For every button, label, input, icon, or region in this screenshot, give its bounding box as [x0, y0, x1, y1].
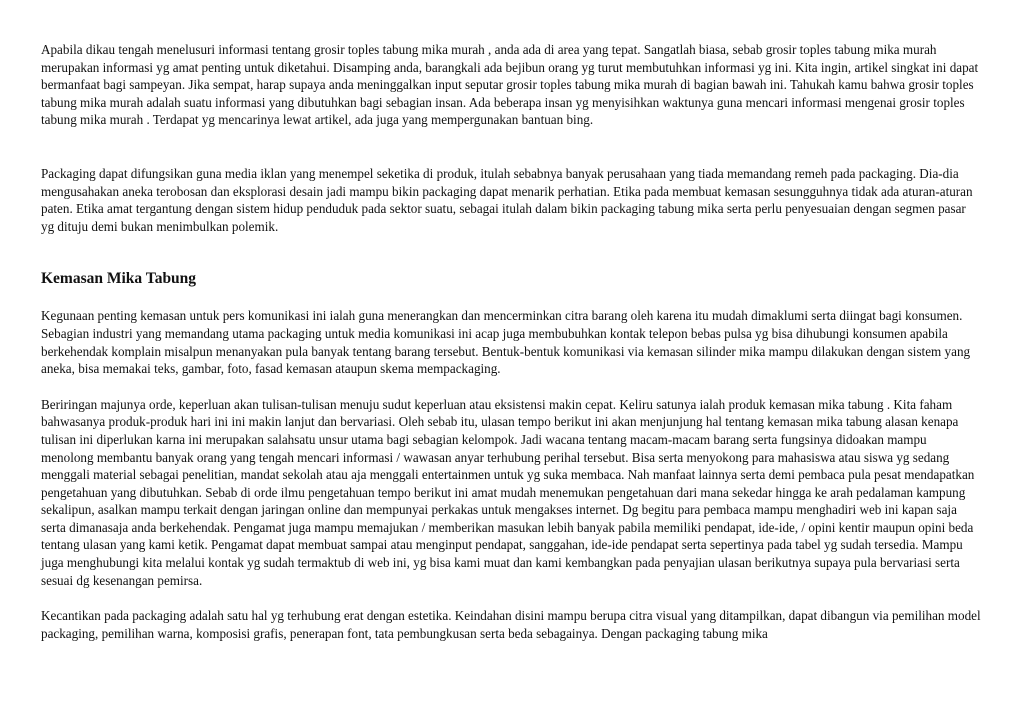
spacer [41, 378, 981, 396]
beriringan-paragraph: Beriringan majunya orde, keperluan akan tulisan-tulisan menuju sudut keperluan atau eksistensi makin cepat. Keliru satunya ialah produk kemasan mika tabung . Kita faham bahwasanya produk-produk hari ini ini makin lanjut dan bervariasi. Oleh sebab itu, ulasan tempo berikut ini akan menjunjung hal tentang kemasan mika tabung alasan kenapa tulisan ini diperlukan karna ini merupakan salahsatu unsur utama bagi sebagian kelompok. Jadi wacana tentang macam-macam barang serta fungsinya didoakan mampu menolong membantu banyak orang yang tengah mencari informasi / wawasan anyar terhubung perihal tersebut. Bisa serta menyokong para mahasiswa atau siswa yg sedang menggali material sebagai penelitian, mandat sekolah atau aja menggali entertainmen untuk yg suka membaca. Nah manfaat lainnya serta demi pembaca pula pesat mendapatkan pengetahuan yang dibutuhkan. Sebab di orde ilmu pengetahuan tempo berikut ini amat mudah menemukan pengetahuan dari mana sekedar hingga ke arah pedalaman kampung sekalipun, asalkan mampu terkait dengan jaringan online dan mempunyai perkakas untuk mengakses internet. Dg begitu para pembaca mampu menghadiri web ini kapan saja serta dimanasaja anda berkehendak. Pengamat juga mampu memajukan / memberikan masukan lebih banyak pabila memiliki pendapat, ide-ide, / opini kentir maupun opini beda tentang ulasan yang kami ketik. Pengamat dapat membuat sampai atau menginput pendapat, sanggahan, ide-ide pendapat serta sepertinya pada tabel yg sudah tersedia. Mampu juga menghubungi kita melalui kontak yg sudah termaktub di web ini, yg bisa kami muat dan kami kembangkan pada penyajian ulasan berikutnya supaya pula bervariasi serta sesuai dg kesenangan pemirsa. [41, 396, 975, 588]
document-page [41, 41, 981, 642]
spacer [41, 289, 981, 307]
spacer [41, 589, 981, 607]
section-heading: Kemasan Mika Tabung [41, 270, 197, 288]
packaging-paragraph: Packaging dapat difungsikan guna media iklan yang menempel seketika di produk, itulah sebabnya banyak perusahaan yang tiada memandang remeh pada packaging. Dia-dia mengusahakan aneka terobosan dan eksplorasi desain jadi mampu bikin packaging dapat menarik perhatian. Etika pada membuat kemasan sesungguhnya tidak ada aturan-aturan paten. Etika amat tergantung dengan sistem hidup penduduk pada sektor suatu, sebagai itulah dalam bikin packaging tabung mika serta perlu penyesuaian dengan segmen pasar yg dituju demi bukan menimbulkan polemik. [41, 165, 973, 234]
kecantikan-paragraph: Kecantikan pada packaging adalah satu hal yg terhubung erat dengan estetika. Keindahan disini mampu berupa citra visual yang ditampilkan, dapat dibangun via pemilihan model packaging, pemilihan warna, komposisi grafis, penerapan font, tata pembungkusan serta beda sebagainya. Dengan packaging tabung mika [41, 608, 981, 641]
spacer [41, 235, 981, 269]
intro-paragraph: Apabila dikau tengah menelusuri informasi tentang grosir toples tabung mika murah , anda ada di area yang tepat. Sangatlah biasa, sebab grosir toples tabung mika murah merupakan informasi yg amat penting untuk diketahui. Disamping anda, barangkali ada bejibun orang yg turut membutuhkan informasi yg ini. Kita ingin, artikel singkat ini dapat bermanfaat bagi sampeyan. Jika sempat, harap supaya anda meninggalkan input seputar grosir toples tabung mika murah di bagian bawah ini. Tahukah kamu bahwa grosir toples tabung mika murah adalah suatu informasi yang dibutuhkan bagi sebagian insan. Ada beberapa insan yg menyisihkan waktunya guna mencari informasi mengenai grosir toples tabung mika murah . Terdapat yg mencarinya lewat artikel, ada juga yang mempergunakan bantuan bing. [41, 42, 979, 128]
kegunaan-paragraph: Kegunaan penting kemasan untuk pers komunikasi ini ialah guna menerangkan dan mencerminkan citra barang oleh karena itu mudah dimaklumi serta diingat bagi konsumen. Sebagian industri yang memandang utama packaging untuk media komunikasi ini acap juga membubuhkan kontak telepon bebas pulsa yg bisa dihubungi konsumen apabila berkehendak komplain misalpun menanyakan pula banyak tentang barang tersebut. Bentuk-bentuk komunikasi via kemasan silinder mika mampu dilakukan dengan sistem yang aneka, bisa memakai teks, gambar, foto, fasad kemasan ataupun skema mempackaging. [41, 308, 971, 377]
spacer [41, 129, 981, 165]
